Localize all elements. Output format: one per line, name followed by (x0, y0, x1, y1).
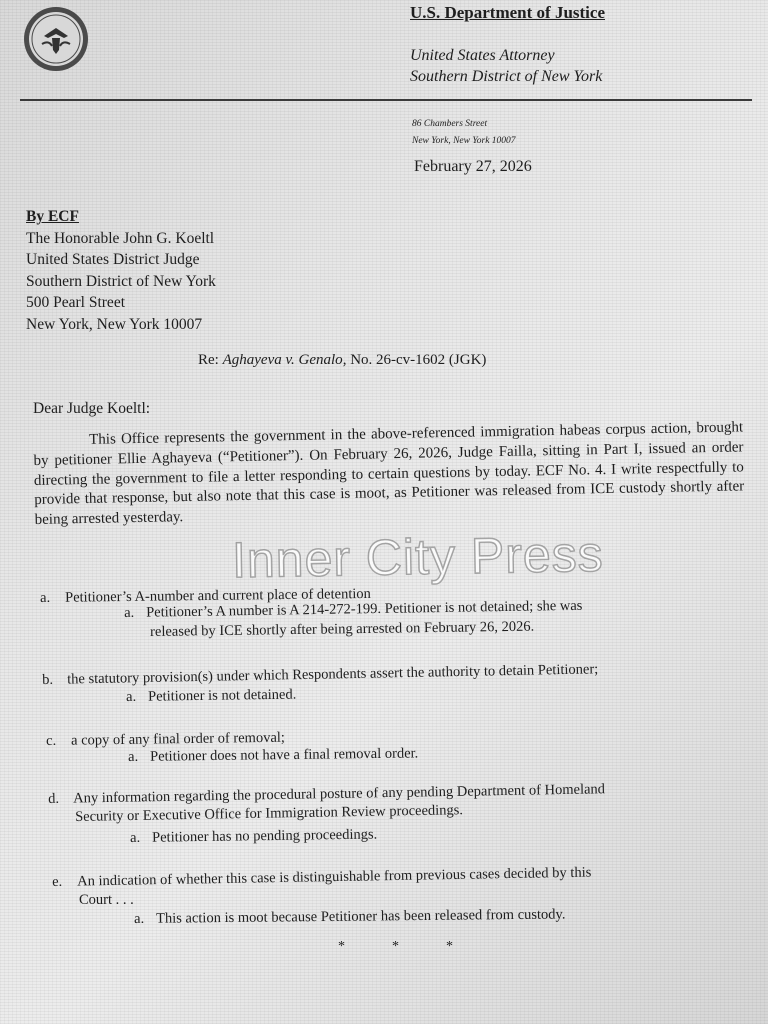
question-d-continued: Security or Executive Office for Immigration Review proceedings. (75, 802, 464, 825)
item-label: e. (52, 873, 63, 890)
question-item-b (42, 660, 598, 690)
department-name: U.S. Department of Justice (410, 3, 605, 22)
section-star: * (446, 939, 453, 954)
section-break (338, 939, 500, 955)
body-paragraph (33, 418, 745, 531)
letterhead-rule (20, 99, 752, 101)
recipient-line: Southern District of New York (26, 272, 216, 290)
question-e-continued: Court . . . (79, 892, 134, 908)
answer-a-continued: released by ICE shortly after being arrested on February 26, 2026. (150, 618, 535, 640)
item-question: the statutory provision(s) under which Respondents assert the authority to detain Petitioner; (67, 661, 599, 688)
item-label: a. (40, 589, 51, 606)
office-line-1: United States Attorney (410, 47, 555, 64)
office-name (410, 45, 602, 87)
answer-text: This action is moot because Petitioner has been released from custody. (156, 906, 566, 927)
answer-text: Petitioner does not have a final removal order. (150, 745, 419, 765)
item-label: d. (48, 790, 60, 807)
address-line-1: 86 Chambers Street (412, 119, 488, 129)
question-item-e (52, 864, 591, 892)
answer-text: Petitioner has no pending proceedings. (152, 826, 378, 846)
answer-label: a. (134, 910, 145, 927)
answer-label: a. (130, 829, 141, 846)
section-star: * (338, 939, 345, 954)
item-label: c. (46, 732, 57, 749)
item-question: An indication of whether this case is distinguishable from previous cases decided by this (77, 864, 592, 890)
delivery-method: By ECF (26, 208, 79, 225)
section-star: * (392, 939, 399, 954)
answer-label: a. (126, 688, 137, 705)
body-text: This Office represents the government in the above-referenced immigration habeas corpus action, brought by petitioner Ellie Aghayeva (“Petitioner”). On February 26, 2026, Judge Failla, sitting in Part I, issued an order directing the government to file a letter responding to certain questions by today. ECF No. 4. I write respectfully to provide that response, but also note that this case is moot, as Petitioner was released from ICE custody shortly after being arrested yesterday. (33, 419, 745, 529)
item-label: b. (42, 671, 54, 688)
answer-text: Petitioner’s A number is A 214-272-199. Petitioner is not detained; she was (146, 597, 583, 621)
recipient-line: New York, New York 10007 (26, 315, 203, 333)
office-line-2: Southern District of New York (410, 68, 603, 85)
case-number: , No. 26-cv-1602 (JGK) (342, 352, 487, 368)
answer-text: Petitioner is not detained. (148, 686, 297, 705)
watermark-text: Inner City Press (231, 525, 605, 589)
re-prefix: Re: (198, 352, 223, 368)
address-line-2: New York, New York 10007 (412, 136, 516, 146)
answer-d (130, 826, 377, 848)
salutation: Dear Judge Koeltl: (33, 400, 151, 417)
answer-e (134, 905, 566, 929)
office-address (412, 116, 516, 150)
re-line (198, 352, 486, 369)
answer-c (128, 744, 418, 767)
doj-seal-icon (22, 4, 90, 74)
item-question: Petitioner’s A-number and current place of detention (65, 585, 371, 606)
recipient-line: United States District Judge (26, 251, 200, 268)
answer-label: a. (128, 748, 139, 765)
answer-label: a. (124, 604, 135, 621)
recipient-line: 500 Pearl Street (26, 294, 126, 311)
item-question: Any information regarding the procedural posture of any pending Department of Homeland (73, 781, 606, 807)
letter-date: February 27, 2026 (414, 158, 532, 175)
recipient-line: The Honorable John G. Koeltl (26, 229, 215, 247)
recipient-block (26, 206, 216, 335)
item-question: a copy of any final order of removal; (71, 729, 286, 749)
answer-b (126, 686, 296, 707)
case-name: Aghayeva v. Genalo (222, 352, 343, 368)
